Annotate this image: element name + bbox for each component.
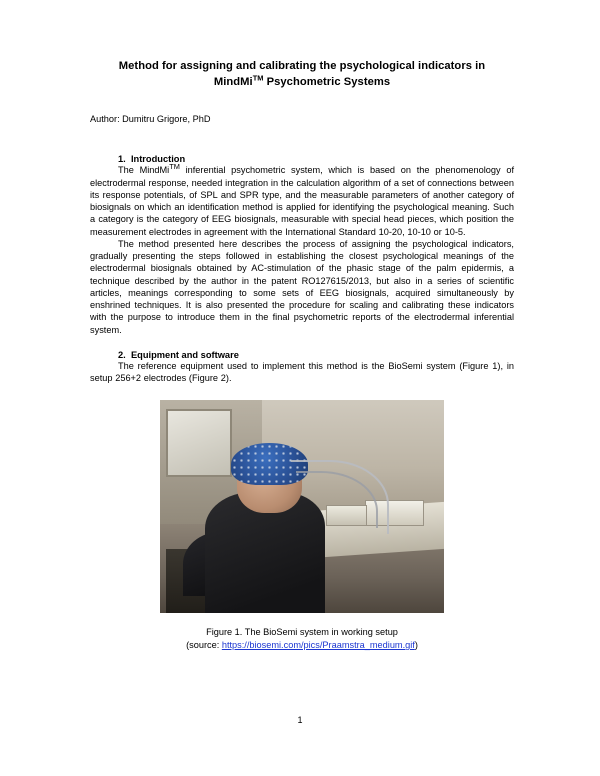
figure-1 xyxy=(90,400,514,652)
section-heading-equipment xyxy=(90,350,514,360)
section-2-title: Equipment and software xyxy=(130,349,239,360)
paragraph-intro-2: The method presented here describes the process of assigning the psychological indicators, gradually presenting the steps followed in establishing the closest psychological meanings of the electrodermal biosignals obtained by AC-stimulation of the phasic stage of the palm epidermis, a technique described by the author in the patent RO127615/2013, but also in a series of scientific articles, meanings corresponding to some sets of EEG biosignals, acquired simultaneously by enshrined techniques. It is also presented the procedure for scaling and calibrating these indicators with the purpose to introduce them in the final psychometric reports of the electrodermal inferential system. xyxy=(90,238,514,335)
title-line-2-suffix: Psychometric Systems xyxy=(263,76,391,89)
author-line: Author: Dumitru Grigore, PhD xyxy=(90,114,211,125)
page-number: 1 xyxy=(297,715,303,725)
page-title xyxy=(90,58,514,90)
figure-1-caption xyxy=(90,626,514,652)
title-line-2 xyxy=(90,74,514,90)
figure-1-source-link[interactable]: https://biosemi.com/pics/Praamstra_medium.gif xyxy=(221,640,415,651)
paragraph-intro-1-run1: The MindMi xyxy=(118,165,170,176)
section-2-number: 2. xyxy=(118,349,126,360)
photo-window xyxy=(166,409,232,477)
title-line-1: Method for assigning and calibrating the psychological indicators in xyxy=(118,60,486,72)
figure-1-caption-text: Figure 1. The BioSemi system in working setup xyxy=(206,627,398,638)
document-content xyxy=(90,58,514,652)
title-trademark-sup: TM xyxy=(252,73,264,83)
title-product-name: MindMi xyxy=(213,76,253,89)
section-1-number: 1. xyxy=(118,154,126,165)
figure-1-source-suffix: ) xyxy=(414,640,418,651)
paragraph-intro-1-run2: inferential psychometric system, which is based on the phenomenology of electrodermal response, needed integration in the calculation algorithm of a set of connections between its response potentials, of SPL and SPR type, and the measurable parameters of another category of biosignals on which an identification method is applied for identifying the psychological meaning. Such a category is the category of EEG biosignals, measurable with special head pieces, which position the measurement electrodes in agreement with the International Standard 10-20, 10-10 or 10-5. xyxy=(90,165,515,237)
figure-1-source xyxy=(90,639,514,652)
paragraph-equipment-1: The reference equipment used to implement this method is the BioSemi system (Figure 1), in setup 256+2 electrodes (Figure 2). xyxy=(90,360,514,383)
section-1-title: Introduction xyxy=(130,154,186,165)
paragraph-intro-1 xyxy=(90,164,514,237)
figure-1-source-prefix: (source: xyxy=(186,640,222,651)
paragraph-intro-1-sup: TM xyxy=(169,162,180,172)
section-heading-introduction xyxy=(90,154,514,164)
figure-1-image xyxy=(160,400,444,613)
